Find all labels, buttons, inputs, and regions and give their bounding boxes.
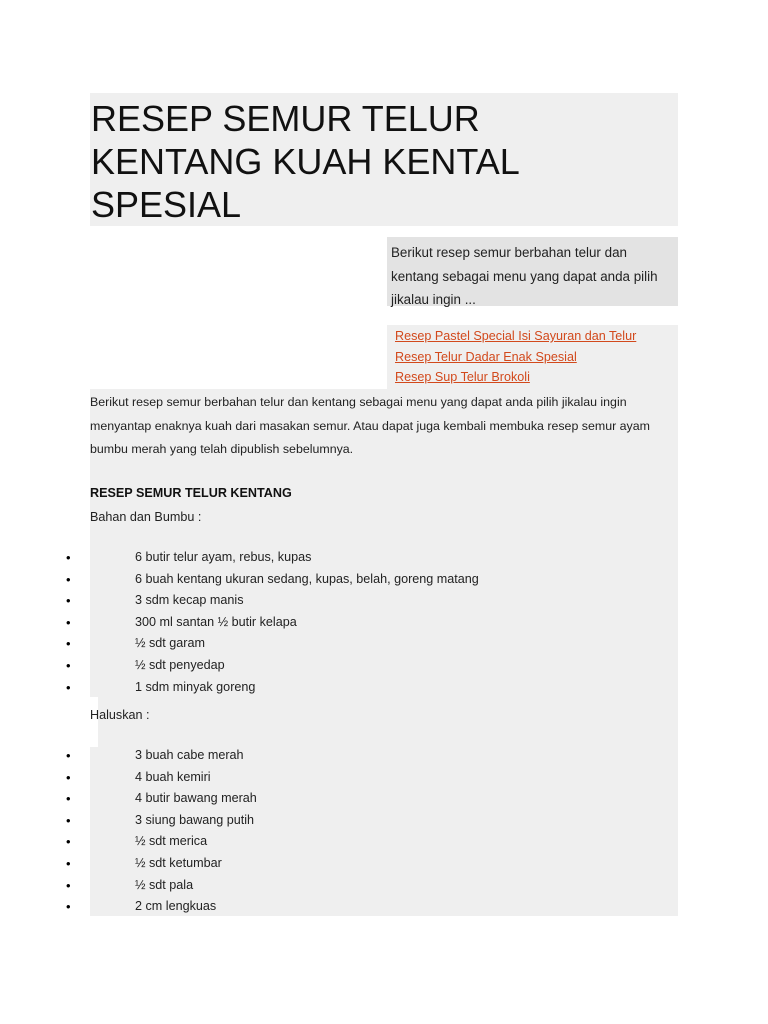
panel-notch (90, 697, 98, 747)
bullet-icon: • (66, 593, 71, 609)
list-item: • 3 sdm kecap manis (0, 590, 768, 612)
list-item: • 3 buah cabe merah (0, 745, 768, 767)
list-item: • 1 sdm minyak goreng (0, 677, 768, 699)
bullet-icon: • (66, 748, 71, 763)
bullet-icon: • (66, 855, 71, 871)
bullet-icon: • (66, 679, 71, 695)
list-item: • ½ sdt penyedap (0, 655, 768, 677)
list-item: • 4 butir bawang merah (0, 788, 768, 810)
bullet-icon: • (66, 834, 71, 850)
list-item: • ½ sdt ketumbar (0, 853, 768, 875)
list-item: • 6 buah kentang ukuran sedang, kupas, belah, goreng matang (0, 569, 768, 591)
intro-text: Berikut resep semur berbahan telur dan kentang sebagai menu yang dapat anda pilih jikalau ingin ... (391, 245, 658, 307)
bullet-icon: • (66, 636, 71, 652)
bullet-icon: • (66, 657, 71, 673)
list-item: • ½ sdt merica (0, 831, 768, 853)
related-link-sup-telur[interactable]: Resep Sup Telur Brokoli (395, 370, 530, 384)
title-block (90, 93, 678, 226)
bullet-icon: • (66, 614, 71, 630)
related-link-pastel[interactable]: Resep Pastel Special Isi Sayuran dan Telur (395, 329, 637, 343)
related-link-telur-dadar[interactable]: Resep Telur Dadar Enak Spesial (395, 350, 577, 364)
bullet-icon: • (66, 791, 71, 807)
bullet-icon: • (66, 899, 71, 915)
intro-paragraph: Berikut resep semur berbahan telur dan kentang sebagai menu yang dapat anda pilih jikalau ingin menyantap enaknya kuah dari masakan semur. Atau dapat juga kembali membuka resep semur ayam bumbu merah yang telah dipublish sebelumnya. (90, 395, 650, 456)
list-item: • 4 buah kemiri (0, 767, 768, 789)
bullet-icon: • (66, 571, 71, 587)
list-item: • 300 ml santan ½ butir kelapa (0, 612, 768, 634)
paste-label: Haluskan : (90, 708, 150, 722)
ingredients-label: Bahan dan Bumbu : (90, 510, 202, 524)
list-item: • 2 cm lengkuas (0, 896, 768, 918)
list-item: • 3 siung bawang putih (0, 810, 768, 832)
ingredients-list (0, 547, 768, 698)
bullet-icon: • (66, 877, 71, 893)
recipe-heading: RESEP SEMUR TELUR KENTANG (90, 486, 292, 500)
list-item: • ½ sdt garam (0, 633, 768, 655)
page-title: RESEP SEMUR TELUR KENTANG KUAH KENTAL SPESIAL (91, 98, 519, 225)
list-item: • ½ sdt pala (0, 875, 768, 897)
intro-box (387, 237, 678, 306)
bullet-icon: • (66, 812, 71, 828)
list-item: • 6 butir telur ayam, rebus, kupas (0, 547, 768, 569)
bullet-icon: • (66, 550, 71, 565)
bullet-icon: • (66, 769, 71, 785)
related-links (387, 325, 678, 389)
paste-list (0, 745, 768, 918)
